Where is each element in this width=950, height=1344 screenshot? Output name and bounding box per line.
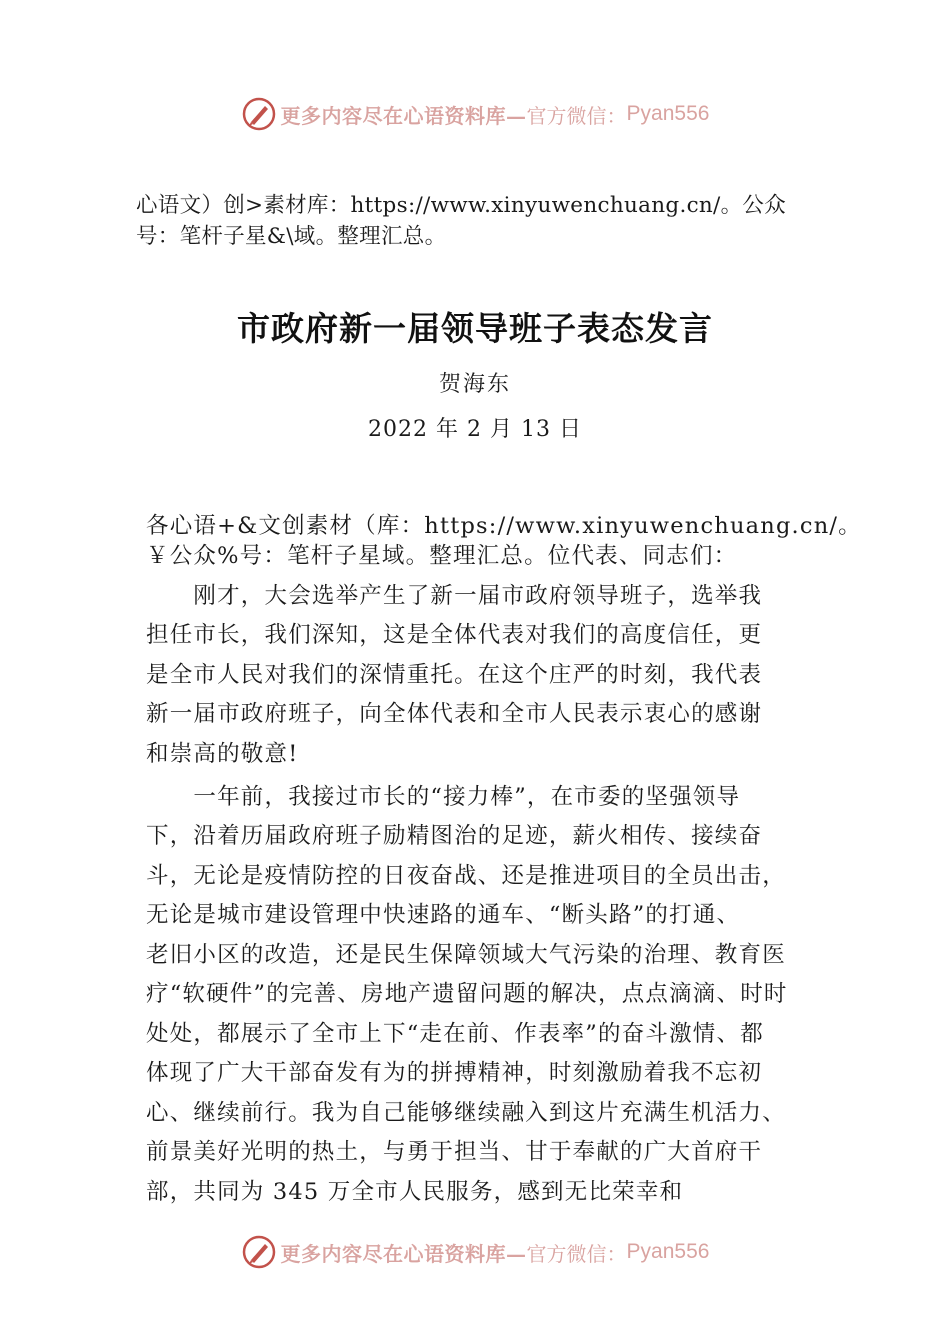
banner-wechat-id: Pyan556 [626, 1240, 710, 1263]
banner-text: 更多内容尽在心语资料库— [280, 1241, 527, 1266]
body-line: ￥公众%号：笔杆子星域。整理汇总。位代表、同志们： [146, 543, 738, 569]
body-line: 一年前，我接过市长的“接力棒”，在市委的坚强领导 [146, 784, 741, 810]
banner-wechat-id: Pyan556 [626, 102, 710, 125]
body-line: 下，沿着历届政府班子励精图治的足迹，薪火相传、接续奋 [146, 823, 763, 849]
body-line: 和崇高的敬意! [146, 741, 299, 767]
body-line: 各心语+&文创素材（库：https://www.xinyuwenchuang.cn/。 [146, 513, 862, 539]
body-line: 斗，无论是疫情防控的日夜奋战、还是推进项目的全员出击， [146, 863, 786, 889]
body-line: 刚才，大会选举产生了新一届市政府领导班子，选举我 [146, 583, 763, 609]
body-line: 担任市长，我们深知，这是全体代表对我们的高度信任，更 [146, 622, 763, 648]
body-line: 无论是城市建设管理中快速路的通车、“断头路”的打通、 [146, 902, 741, 928]
intro-line: 心语文）创>素材库：https://www.xinyuwenchuang.cn/。公众 [136, 193, 787, 218]
body-line: 前景美好光明的热土，与勇于担当、甘于奉献的广大首府干 [146, 1139, 763, 1165]
body-line: 是全市人民对我们的深情重托。在这个庄严的时刻，我代表 [146, 662, 763, 688]
header-banner [0, 94, 950, 134]
body-line: 处处，都展示了全市上下“走在前、作表率”的奋斗激情、都 [146, 1021, 764, 1047]
body-line: 心、继续前行。我为自己能够继续融入到这片充满生机活力、 [146, 1100, 786, 1126]
banner-wechat-label: 官方微信： [526, 1241, 627, 1266]
footer-banner [0, 1232, 950, 1272]
banner-wechat-label: 官方微信： [526, 103, 627, 128]
intro-line: 号：笔杆子星&\域。整理汇总。 [136, 224, 447, 249]
body-line: 疗“软硬件”的完善、房地产遗留问题的解决，点点滴滴、时时 [146, 981, 788, 1007]
body-line: 部，共同为 345 万全市人民服务，感到无比荣幸和 [146, 1179, 684, 1205]
body-line: 老旧小区的改造，还是民生保障领域大气污染的治理、教育医 [146, 942, 786, 968]
date: 2022 年 2 月 13 日 [368, 417, 582, 442]
body-line: 新一届市政府班子，向全体代表和全市人民表示衷心的感谢 [146, 701, 763, 727]
author: 贺海东 [438, 372, 511, 397]
pen-logo-icon [241, 96, 277, 132]
banner-text: 更多内容尽在心语资料库— [280, 103, 527, 128]
body-line: 体现了广大干部奋发有为的拼搏精神，时刻激励着我不忘初 [146, 1060, 763, 1086]
pen-logo-icon [241, 1234, 277, 1270]
page-title: 市政府新一届领导班子表态发言 [237, 309, 713, 348]
